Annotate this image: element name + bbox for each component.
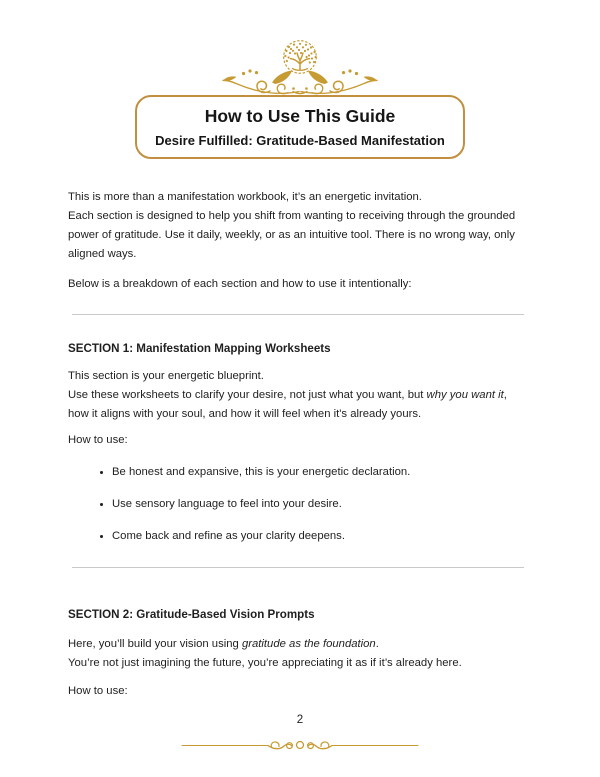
title-box (135, 95, 465, 159)
section-1-heading: SECTION 1: Manifestation Mapping Worksheets (68, 342, 331, 355)
section-2-body (68, 635, 568, 673)
page-title: How to Use This Guide (204, 106, 396, 126)
s2-body-line-1-post: . (375, 638, 379, 650)
s2-body-line-2: You’re not just imagining the future, you’re appreciating it as if it’s already here. (68, 657, 462, 669)
body-content (68, 188, 568, 701)
bullet-item: • Come back and refine as your clarity deepens. (112, 527, 568, 546)
section-divider-2 (72, 567, 524, 568)
s1-body-italic: why you want it (426, 389, 504, 401)
how-to-use-label-1: How to use: (68, 434, 128, 446)
bullet-item: • Use sensory language to feel into your desire. (112, 495, 568, 514)
intro-line-3: power of gratitude. Use it daily, weekly, or as an intuitive tool. There is no wrong way, only (68, 229, 515, 241)
intro-line-2: Each section is designed to help you shift from wanting to receiving through the grounded (68, 210, 516, 222)
tree-of-life-icon (284, 41, 317, 74)
section-2-heading: SECTION 2: Gratitude-Based Vision Prompts (68, 608, 315, 621)
intro-line-1: This is more than a manifestation workbook, it’s an energetic invitation. (68, 191, 422, 203)
s1-body-line-2-post: , (503, 389, 507, 401)
s1-body-line-2-pre: Use these worksheets to clarify your desire, not just what you want, but (68, 389, 427, 401)
intro-paragraph (68, 188, 568, 264)
s1-body-line-3: how it aligns with your soul, and how it will feel when it's already yours. (68, 408, 422, 420)
s2-body-line-1-pre: Here, you’ll build your vision using (68, 638, 242, 650)
footer-flourish (180, 736, 420, 754)
section-1-body (68, 367, 568, 424)
intro-line-4: aligned ways. (68, 248, 137, 260)
s2-body-italic: gratitude as the foundation (241, 638, 376, 650)
page-subtitle: Desire Fulfilled: Gratitude-Based Manifestation (155, 133, 445, 148)
section-divider-1 (72, 314, 524, 315)
tree-of-life-flourish-icon (220, 38, 380, 100)
bullet-item: • Be honest and expansive, this is your energetic declaration. (112, 463, 568, 482)
page-number: 2 (296, 714, 304, 726)
flourish-left (223, 69, 299, 93)
section-1-bullets (68, 463, 568, 546)
s1-body-line-1: This section is your energetic blueprint. (68, 370, 264, 382)
tree-of-life-ornament (220, 38, 380, 100)
swirl-divider-icon (180, 736, 420, 754)
how-to-use-label-2: How to use: (68, 685, 128, 697)
breakdown-line: Below is a breakdown of each section and how to use it intentionally: (68, 278, 412, 290)
